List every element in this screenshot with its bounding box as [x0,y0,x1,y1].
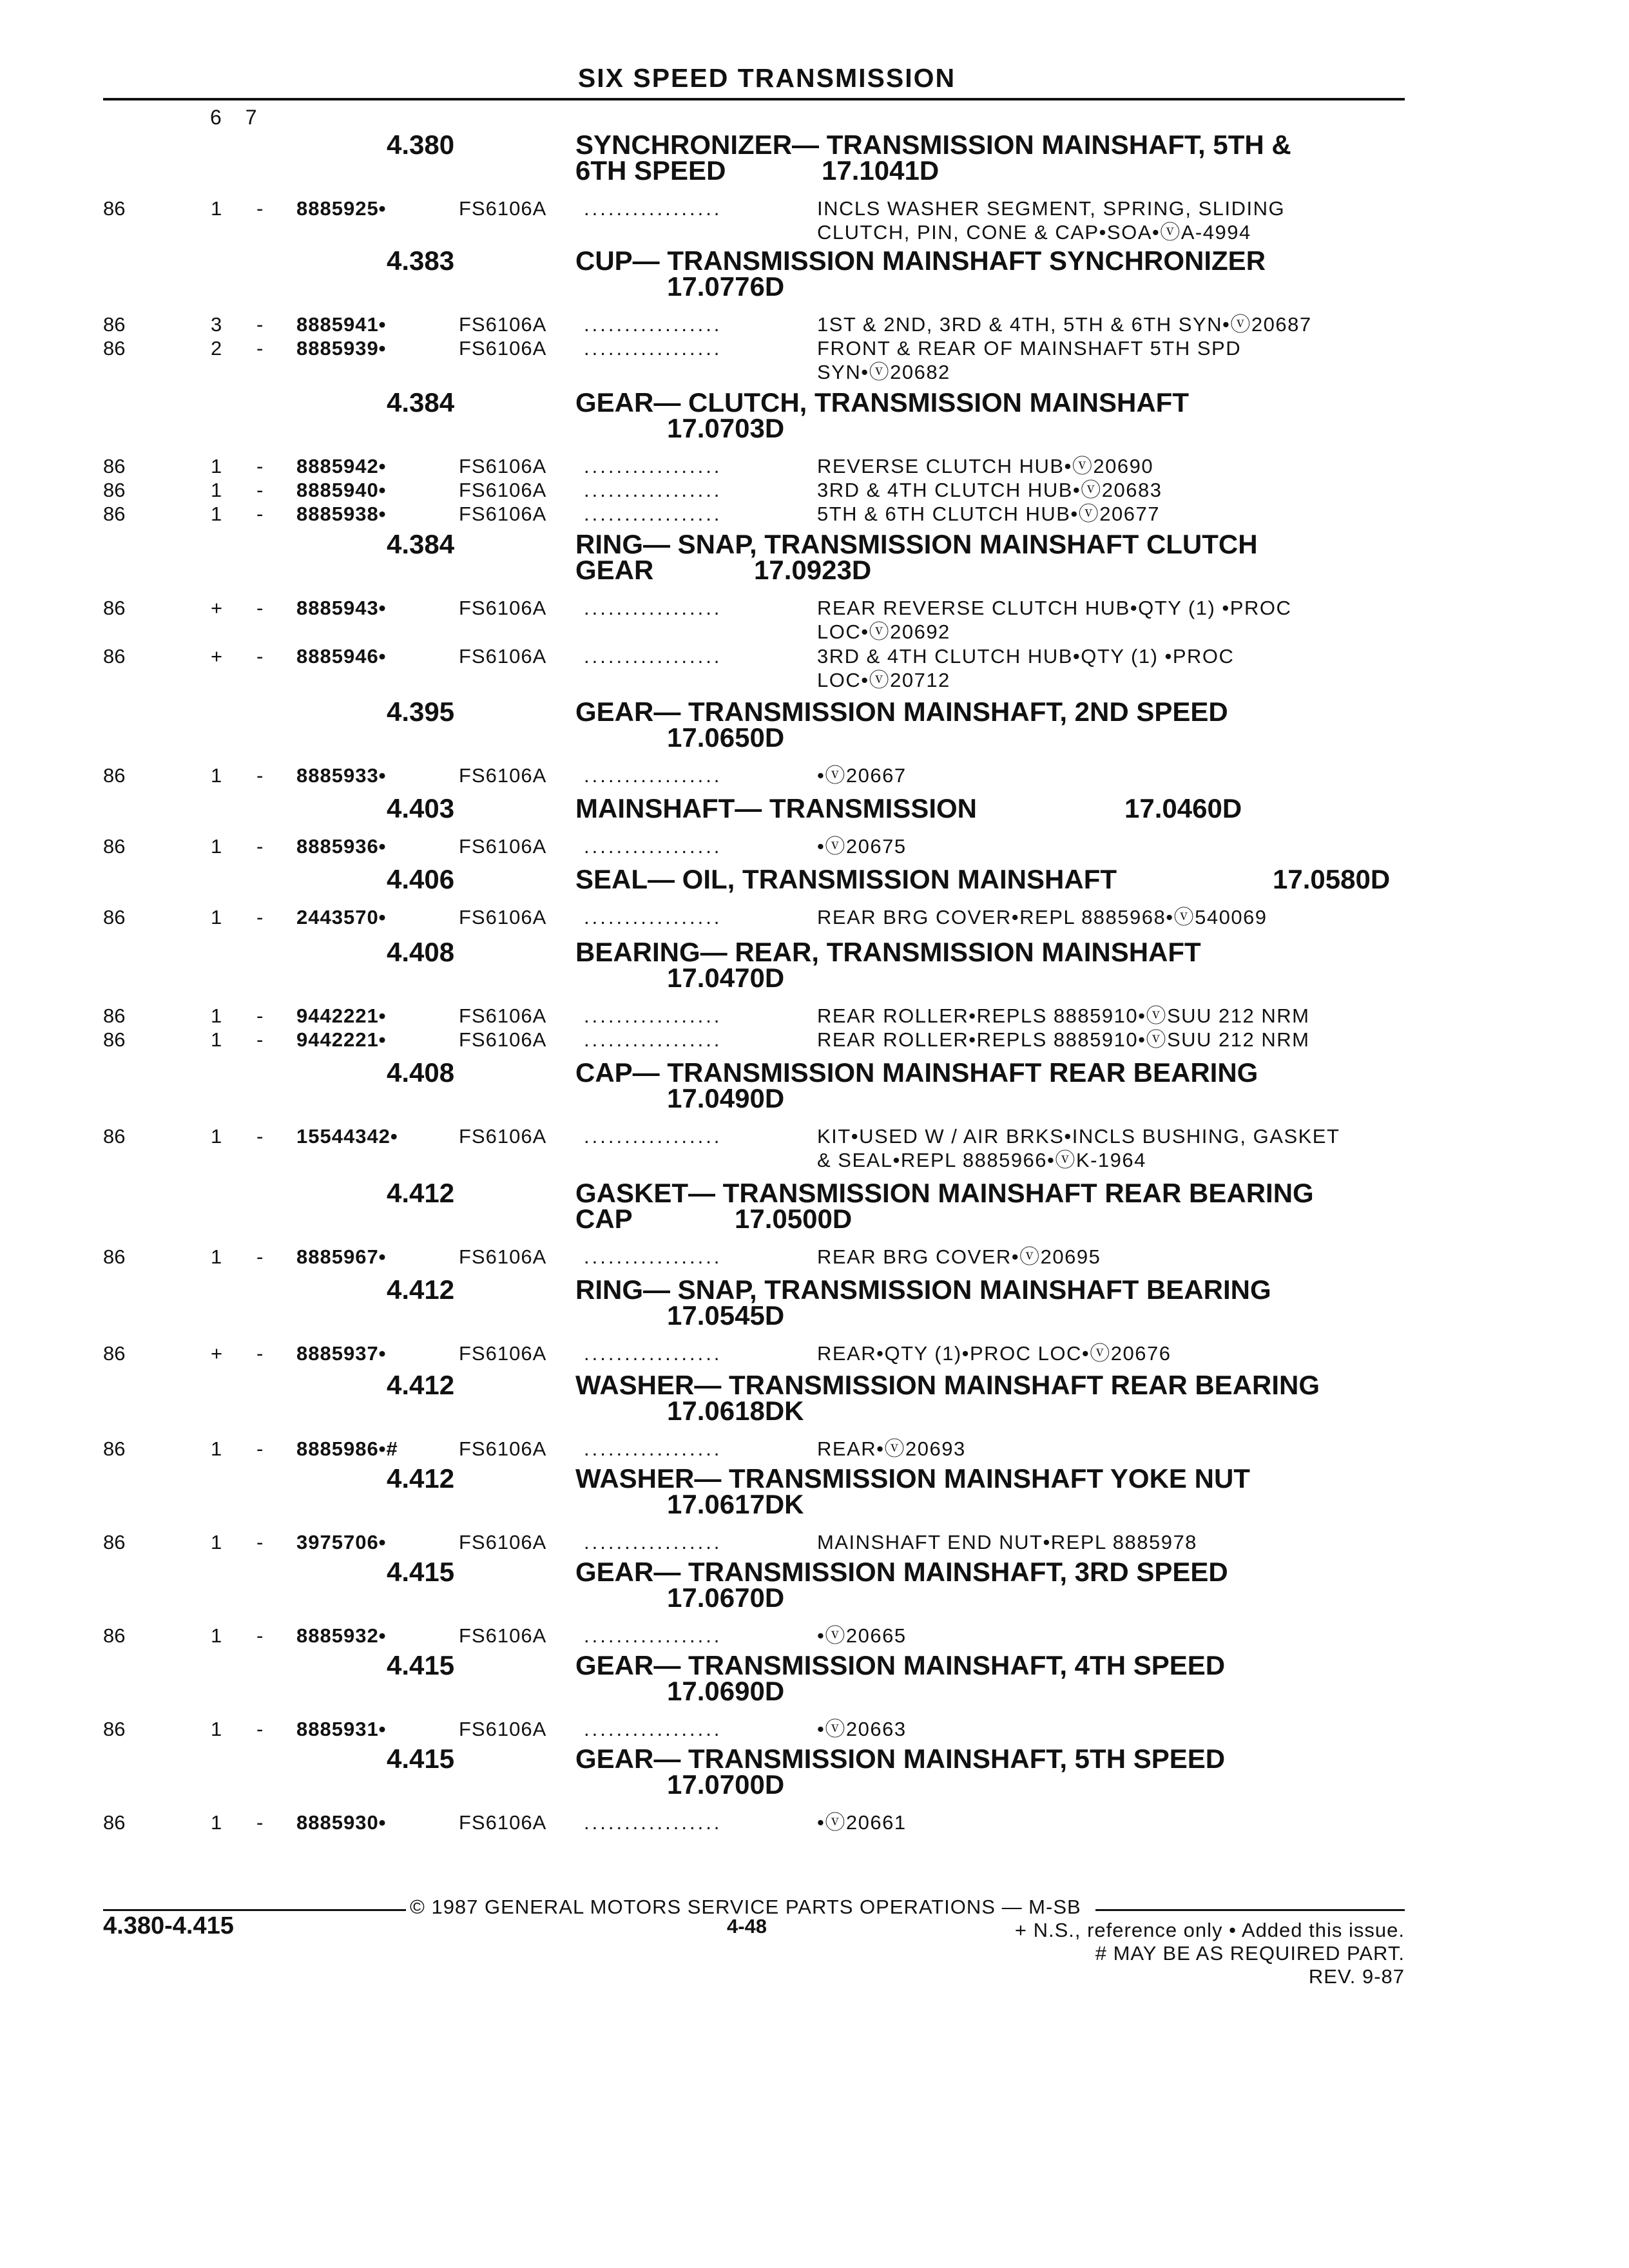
section-title: RING— SNAP, TRANSMISSION MAINSHAFT BEARING [575,1274,1271,1305]
part-number: 9442221• [296,1028,387,1051]
part-description: •ⓥ20675 [817,835,907,858]
section-title: GEAR— TRANSMISSION MAINSHAFT, 4TH SPEED [575,1650,1226,1680]
separator-dash: - [256,764,264,787]
part-description: REAR REVERSE CLUTCH HUB•QTY (1) •PROC [817,597,1292,619]
model-year: 86 [103,1437,126,1460]
section-code: 17.0703D [667,413,785,443]
section-ref-number: 4.384 [387,387,455,418]
section-ref-number: 4.395 [387,697,455,727]
leader-dots: ................. [584,1531,722,1553]
part-description: REAR BRG COVER•ⓥ20695 [817,1245,1101,1268]
section-title-continued: CAP [575,1204,633,1234]
catalog-code: FS6106A [459,645,547,668]
model-year: 86 [103,1125,126,1148]
model-year: 86 [103,197,126,220]
part-number: 8885932• [296,1624,387,1647]
section-code: 17.0690D [667,1676,785,1706]
part-description-continued: CLUTCH, PIN, CONE & CAP•SOA•ⓥA-4994 [817,221,1251,244]
section-ref-number: 4.408 [387,937,455,967]
section-code: 17.0618DK [667,1396,804,1426]
model-year: 86 [103,1811,126,1834]
section-code: 17.0470D [667,963,785,993]
section-ref-number: 4.412 [387,1274,455,1305]
quantity: + [211,645,223,668]
part-number: 9442221• [296,1004,387,1027]
leader-dots: ................. [584,479,722,501]
leader-dots: ................. [584,1811,722,1834]
part-number: 2443570• [296,906,387,928]
catalog-code: FS6106A [459,1245,547,1268]
section-title: SEAL— OIL, TRANSMISSION MAINSHAFT [575,864,1117,894]
catalog-code: FS6106A [459,1437,547,1460]
separator-dash: - [256,1718,264,1740]
catalog-code: FS6106A [459,503,547,525]
separator-dash: - [256,503,264,525]
part-number: 3975706• [296,1531,387,1553]
quantity: + [211,1342,223,1365]
footer-range: 4.380-4.415 [103,1912,234,1939]
part-description-continued: SYN•ⓥ20682 [817,361,950,383]
part-number: 8885939• [296,337,387,360]
section-code: 17.0776D [667,271,785,302]
section-title: WASHER— TRANSMISSION MAINSHAFT REAR BEARING [575,1370,1320,1400]
model-year: 86 [103,645,126,668]
column-numbers: 6 7 [210,106,257,129]
part-description: KIT•USED W / AIR BRKS•INCLS BUSHING, GASKET [817,1125,1340,1148]
leader-dots: ................. [584,1245,722,1268]
catalog-code: FS6106A [459,906,547,928]
separator-dash: - [256,1125,264,1148]
separator-dash: - [256,1531,264,1553]
part-number: 8885986•# [296,1437,398,1460]
part-description: •ⓥ20665 [817,1624,907,1647]
separator-dash: - [256,1437,264,1460]
part-description: 5TH & 6TH CLUTCH HUB•ⓥ20677 [817,503,1160,525]
section-ref-number: 4.380 [387,130,455,160]
section-code: 17.1041D [822,155,940,186]
section-ref-number: 4.415 [387,1557,455,1587]
catalog-code: FS6106A [459,1342,547,1365]
quantity: 1 [211,479,222,501]
quantity: 1 [211,503,222,525]
legend-line: # MAY BE AS REQUIRED PART. [1095,1942,1405,1965]
separator-dash: - [256,835,264,858]
catalog-code: FS6106A [459,597,547,619]
page-title: SIX SPEED TRANSMISSION [577,63,956,93]
catalog-code: FS6106A [459,1624,547,1647]
part-number: 8885938• [296,503,387,525]
quantity: 1 [211,1004,222,1027]
section-ref-number: 4.406 [387,864,455,894]
model-year: 86 [103,906,126,928]
model-year: 86 [103,337,126,360]
part-number: 8885942• [296,455,387,477]
quantity: 1 [211,197,222,220]
section-code: 17.0460D [1124,793,1242,823]
part-number: 8885937• [296,1342,387,1365]
quantity: 2 [211,337,222,360]
separator-dash: - [256,197,264,220]
catalog-code: FS6106A [459,1028,547,1051]
leader-dots: ................. [584,1624,722,1647]
section-code: 17.0700D [667,1769,785,1800]
part-description: 1ST & 2ND, 3RD & 4TH, 5TH & 6TH SYN•ⓥ20687 [817,313,1312,336]
leader-dots: ................. [584,1125,722,1148]
section-code: 17.0545D [667,1300,785,1331]
separator-dash: - [256,337,264,360]
section-title: WASHER— TRANSMISSION MAINSHAFT YOKE NUT [575,1463,1250,1494]
section-title: GASKET— TRANSMISSION MAINSHAFT REAR BEARING [575,1178,1314,1208]
quantity: 1 [211,455,222,477]
part-description: INCLS WASHER SEGMENT, SPRING, SLIDING [817,197,1286,220]
section-title: SYNCHRONIZER— TRANSMISSION MAINSHAFT, 5TH & [575,130,1291,160]
section-ref-number: 4.412 [387,1463,455,1494]
section-ref-number: 4.383 [387,245,455,276]
separator-dash: - [256,1245,264,1268]
section-code: 17.0490D [667,1083,785,1113]
section-ref-number: 4.415 [387,1744,455,1774]
section-title: GEAR— CLUTCH, TRANSMISSION MAINSHAFT [575,387,1189,418]
section-title: GEAR— TRANSMISSION MAINSHAFT, 5TH SPEED [575,1744,1226,1774]
part-description: 3RD & 4TH CLUTCH HUB•QTY (1) •PROC [817,645,1235,668]
catalog-code: FS6106A [459,337,547,360]
part-number: 8885967• [296,1245,387,1268]
section-ref-number: 4.403 [387,793,455,823]
part-number: 8885946• [296,645,387,668]
part-number: 8885940• [296,479,387,501]
catalog-code: FS6106A [459,764,547,787]
part-number: 8885936• [296,835,387,858]
quantity: 1 [211,764,222,787]
section-code: 17.0650D [667,722,785,753]
footer-legend [1015,1919,1405,1988]
model-year: 86 [103,597,126,619]
separator-dash: - [256,645,264,668]
leader-dots: ................. [584,645,722,668]
part-number: 8885933• [296,764,387,787]
part-description-continued: LOC•ⓥ20692 [817,620,950,643]
model-year: 86 [103,1718,126,1740]
section-title: BEARING— REAR, TRANSMISSION MAINSHAFT [575,937,1201,967]
section-ref-number: 4.384 [387,529,455,559]
catalog-code: FS6106A [459,1125,547,1148]
model-year: 86 [103,503,126,525]
leader-dots: ................. [584,906,722,928]
section-title: MAINSHAFT— TRANSMISSION [575,793,977,823]
part-description-continued: & SEAL•REPL 8885966•ⓥK-1964 [817,1149,1146,1171]
catalog-code: FS6106A [459,313,547,336]
section-title-continued: GEAR [575,555,654,585]
separator-dash: - [256,1028,264,1051]
part-description: •ⓥ20663 [817,1718,907,1740]
quantity: 1 [211,1811,222,1834]
footer-copyright: © 1987 GENERAL MOTORS SERVICE PARTS OPERATIONS — M-SB [410,1896,1081,1918]
part-description: •ⓥ20661 [817,1811,907,1834]
quantity: 1 [211,1624,222,1647]
catalog-code: FS6106A [459,1004,547,1027]
model-year: 86 [103,455,126,477]
section-ref-number: 4.408 [387,1057,455,1088]
part-number: 8885941• [296,313,387,336]
model-year: 86 [103,764,126,787]
footer-rule-left [103,1909,406,1911]
quantity: 1 [211,1245,222,1268]
leader-dots: ................. [584,455,722,477]
part-number: 15544342• [296,1125,398,1148]
model-year: 86 [103,1028,126,1051]
leader-dots: ................. [584,1718,722,1740]
section-title: GEAR— TRANSMISSION MAINSHAFT, 3RD SPEED [575,1557,1228,1587]
catalog-code: FS6106A [459,835,547,858]
section-ref-number: 4.412 [387,1178,455,1208]
leader-dots: ................. [584,1437,722,1460]
quantity: 1 [211,1531,222,1553]
leader-dots: ................. [584,1004,722,1027]
section-ref-number: 4.412 [387,1370,455,1400]
separator-dash: - [256,1004,264,1027]
part-description: MAINSHAFT END NUT•REPL 8885978 [817,1531,1197,1553]
leader-dots: ................. [584,197,722,220]
leader-dots: ................. [584,313,722,336]
model-year: 86 [103,1624,126,1647]
quantity: 1 [211,1125,222,1148]
part-number: 8885931• [296,1718,387,1740]
part-description: REVERSE CLUTCH HUB•ⓥ20690 [817,455,1154,477]
catalog-code: FS6106A [459,1531,547,1553]
leader-dots: ................. [584,503,722,525]
footer-rule-right [1095,1909,1405,1911]
model-year: 86 [103,1004,126,1027]
header-rule [103,98,1405,101]
separator-dash: - [256,597,264,619]
section-title: GEAR— TRANSMISSION MAINSHAFT, 2ND SPEED [575,697,1228,727]
model-year: 86 [103,1342,126,1365]
section-code: 17.0580D [1273,864,1391,894]
catalog-code: FS6106A [459,197,547,220]
leader-dots: ................. [584,337,722,360]
quantity: 3 [211,313,222,336]
section-ref-number: 4.415 [387,1650,455,1680]
catalog-code: FS6106A [459,1811,547,1834]
footer-page-number: 4-48 [727,1915,767,1937]
separator-dash: - [256,906,264,928]
quantity: 1 [211,1437,222,1460]
catalog-code: FS6106A [459,455,547,477]
legend-line: REV. 9-87 [1308,1965,1405,1988]
part-description: 3RD & 4TH CLUTCH HUB•ⓥ20683 [817,479,1162,501]
section-code: 17.0617DK [667,1489,804,1519]
leader-dots: ................. [584,597,722,619]
legend-line: + N.S., reference only • Added this issue. [1014,1919,1405,1941]
part-number: 8885925• [296,197,387,220]
separator-dash: - [256,1811,264,1834]
model-year: 86 [103,835,126,858]
part-description-continued: LOC•ⓥ20712 [817,669,950,691]
leader-dots: ................. [584,835,722,858]
catalog-code: FS6106A [459,479,547,501]
quantity: 1 [211,1718,222,1740]
leader-dots: ................. [584,1342,722,1365]
quantity: + [211,597,223,619]
model-year: 86 [103,313,126,336]
part-description: REAR ROLLER•REPLS 8885910•ⓥSUU 212 NRM [817,1004,1310,1027]
model-year: 86 [103,1245,126,1268]
part-description: REAR BRG COVER•REPL 8885968•ⓥ540069 [817,906,1268,928]
section-title: CAP— TRANSMISSION MAINSHAFT REAR BEARING [575,1057,1258,1088]
leader-dots: ................. [584,1028,722,1051]
section-code: 17.0923D [754,555,872,585]
part-description: FRONT & REAR OF MAINSHAFT 5TH SPD [817,337,1242,360]
quantity: 1 [211,835,222,858]
part-number: 8885930• [296,1811,387,1834]
section-title-continued: 6TH SPEED [575,155,726,186]
part-description: REAR ROLLER•REPLS 8885910•ⓥSUU 212 NRM [817,1028,1310,1051]
leader-dots: ................. [584,764,722,787]
quantity: 1 [211,1028,222,1051]
separator-dash: - [256,455,264,477]
model-year: 86 [103,1531,126,1553]
quantity: 1 [211,906,222,928]
part-description: REAR•ⓥ20693 [817,1437,966,1460]
section-title: CUP— TRANSMISSION MAINSHAFT SYNCHRONIZER [575,245,1266,276]
separator-dash: - [256,313,264,336]
section-title: RING— SNAP, TRANSMISSION MAINSHAFT CLUTCH [575,529,1258,559]
part-number: 8885943• [296,597,387,619]
part-description: •ⓥ20667 [817,764,907,787]
separator-dash: - [256,479,264,501]
catalog-code: FS6106A [459,1718,547,1740]
separator-dash: - [256,1624,264,1647]
section-code: 17.0500D [735,1204,853,1234]
model-year: 86 [103,479,126,501]
section-code: 17.0670D [667,1582,785,1613]
separator-dash: - [256,1342,264,1365]
part-description: REAR•QTY (1)•PROC LOC•ⓥ20676 [817,1342,1171,1365]
